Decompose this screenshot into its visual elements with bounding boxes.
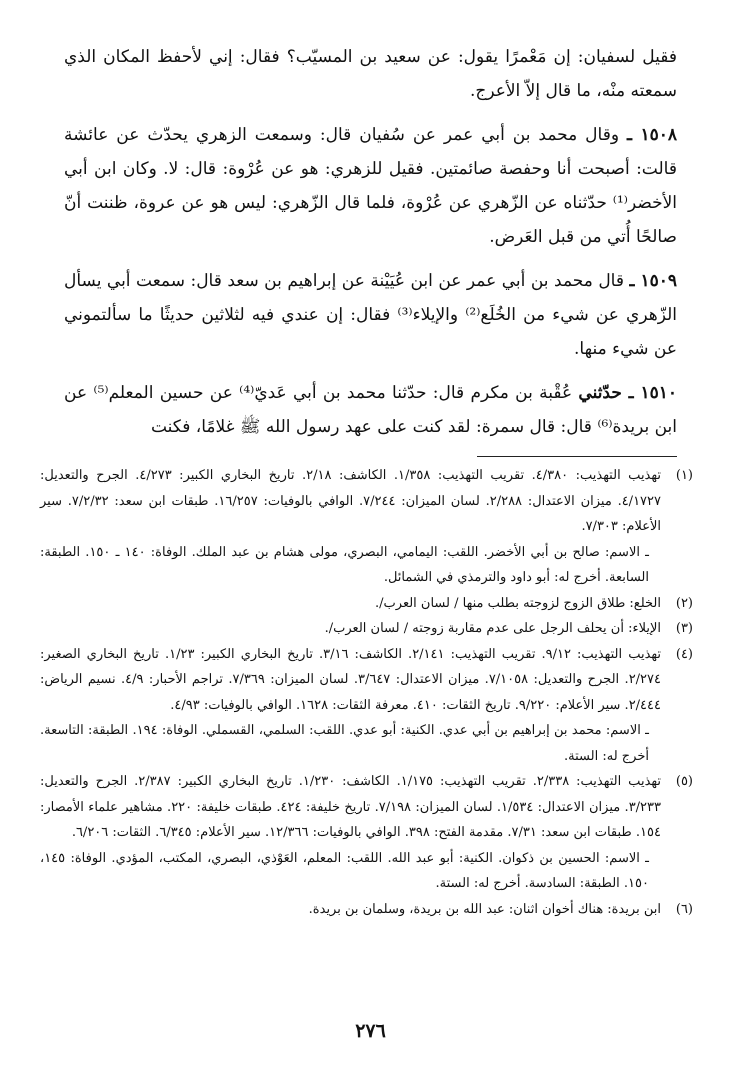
footnote-bio: ـ الاسم: الحسين بن ذكوان. الكنية: أبو عبد الله. اللقب: المعلم، العَوْذي، البصري، المكتب، المؤدي. الوفاة: ١٤٥، ١٥٠. الطبقة: السادسة. أخرج له: الستة. xyxy=(40,850,649,891)
footnote-number: (٥) xyxy=(675,774,693,789)
paragraph xyxy=(64,264,677,366)
footnote-number: (١) xyxy=(675,468,693,483)
footnotes xyxy=(40,463,693,922)
footnote-line: تهذيب التهذيب: ٤/٣٨٠. تقريب التهذيب: ١/٣٥٨. الكاشف: ٢/١٨. تاريخ البخاري الكبير: ٤/٢٧٣. الجرح والتعديل: ٤/١٧٢٧. ميزان الاعتدال: ٢/٢٨٨. لسان الميزان: ٧/٢٤٤. الوافي بالوفيات: ١٦/٢٥٧. طبقات ابن سعد: ٧/٢/٣٢. سير الأعلام: ٧/٣٠٣. xyxy=(40,468,661,534)
footnote xyxy=(40,463,693,591)
footnote-body xyxy=(40,897,661,923)
footnote-body xyxy=(40,642,661,770)
footnote-number: (٣) xyxy=(675,621,693,636)
footnote xyxy=(40,591,693,617)
page-number: ٢٧٦ xyxy=(355,1020,386,1042)
paragraph-text: قال محمد بن أبي عمر عن ابن عُيَيْنة عن إبراهيم بن سعد قال: سمعت أبي يسأل الزّهري عن شيء من الخُلَع⁽²⁾ والإيلاء⁽³⁾ فقال: إن عندي فيه لثلاثين حديثًا ما سألتموني عن شيء منها. xyxy=(64,271,677,359)
paragraph-text: فقيل لسفيان: إن مَعْمرًا يقول: عن سعيد بن المسيّب؟ فقال: إني لأحفظ المكان الذي سمعته منْه، ما قال إلاّ الأعرج. xyxy=(64,47,677,101)
footnote xyxy=(40,769,693,897)
footnote-number: (٤) xyxy=(675,646,693,662)
paragraph xyxy=(64,118,677,254)
hadith-number: ١٥٠٨ ـ xyxy=(627,125,677,145)
hadith-number: ١٥٠٩ ـ xyxy=(629,271,677,291)
footnote-body xyxy=(40,591,661,617)
paragraph xyxy=(64,40,677,108)
footnote-line: ابن بريدة: هناك أخوان اثنان: عبد الله بن بريدة، وسلمان بن بريدة. xyxy=(308,901,661,917)
footnote-line: الإيلاء: أن يحلف الرجل على عدم مقاربة زوجته / لسان العرب/. xyxy=(324,621,661,636)
paragraph xyxy=(64,376,677,444)
footnote-line: الخلع: طلاق الزوج لزوجته بطلب منها / لسان العرب/. xyxy=(375,595,661,611)
footnote xyxy=(40,642,693,770)
main-text xyxy=(64,40,677,454)
footnote-body xyxy=(40,616,661,642)
footnote-body xyxy=(40,463,661,591)
footnote-number: (٦) xyxy=(675,901,693,917)
footnote-separator xyxy=(477,456,677,457)
footnote-body xyxy=(40,769,661,897)
footnote xyxy=(40,616,693,642)
footnote-number: (٢) xyxy=(675,595,693,611)
footnote xyxy=(40,897,693,923)
footnote-line: تهذيب التهذيب: ٢/٣٣٨. تقريب التهذيب: ١/١٧٥. الكاشف: ١/٢٣٠. تاريخ البخاري الكبير: ٢/٣٨٧. الجرح والتعديل: ٣/٢٣٣. ميزان الاعتدال: ١/٥٣٤. لسان الميزان: ٧/١٩٨. تاريخ خليفة: ٤٢٤. طبقات خليفة: ٢٢٠. مشاهير علماء الأمصار: ١٥٤. طبقات ابن سعد: ٧/٣١. مقدمة الفتح: ٣٩٨. الوافي بالوفيات: ١٢/٣٦٦. سير الأعلام: ٦/٣٤٥. الثقات: ٦/٢٠٦. xyxy=(40,774,661,840)
footnote-bio: ـ الاسم: محمد بن إبراهيم بن أبي عدي. الكنية: أبو عدي. اللقب: السلمي، القسملي. الوفاة: ١٩٤. الطبقة: التاسعة. أخرج له: الستة. xyxy=(40,723,649,764)
footnote-line: تهذيب التهذيب: ٩/١٢. تقريب التهذيب: ٢/١٤١. الكاشف: ٣/١٦. تاريخ البخاري الكبير: ١/٢٣. تاريخ البخاري الصغير: ٢/٢٧٤. الجرح والتعديل: ٧/١٠٥٨. ميزان الاعتدال: ٣/٦٤٧. لسان الميزان: ٧/٣٦٩. تراجم الأحبار: ٤/٩. نسيم الرياض: ٢/٤٤٤. سير الأعلام: ٩/٢٢٠. تاريخ الثقات: ٤١٠. معرفة الثقات: ١٦٢٨. الوافي بالوفيات: ٤/٩٣. xyxy=(40,646,662,713)
hadith-number: ١٥١٠ ـ حدّثني xyxy=(578,383,677,403)
footnote-bio: ـ الاسم: صالح بن أبي الأخضر. اللقب: اليمامي، البصري، مولى هشام بن عبد الملك. الوفاة: ١٤٠ ـ ١٥٠. الطبقة: السابعة. أخرج له: أبو داود والترمذي في الشمائل. xyxy=(40,544,649,585)
paragraph-text: عُقْبة بن مكرم قال: حدّثنا محمد بن أبي عَديّ⁽⁴⁾ عن حسين المعلم⁽⁵⁾ عن ابن بريدة⁽⁶⁾ قال: قال سمرة: لقد كنت على عهد رسول الله ﷺ غلامًا، فكنت xyxy=(64,383,677,437)
paragraph-text: وقال محمد بن أبي عمر عن سُفيان قال: وسمعت الزهري يحدّث عن عائشة قالت: أصبحت أنا وحفصة صائمتين. فقيل للزهري: هو عن عُرْوة: قال: لا. وكان ابن أبي الأخضر⁽¹⁾ حدّثناه عن الزّهري عن عُرْوة، فلما قال الزّهري: ليس هو عن عروة، ظننت أنّ صالحًا أُتي من قبل العَرض. xyxy=(64,125,677,247)
